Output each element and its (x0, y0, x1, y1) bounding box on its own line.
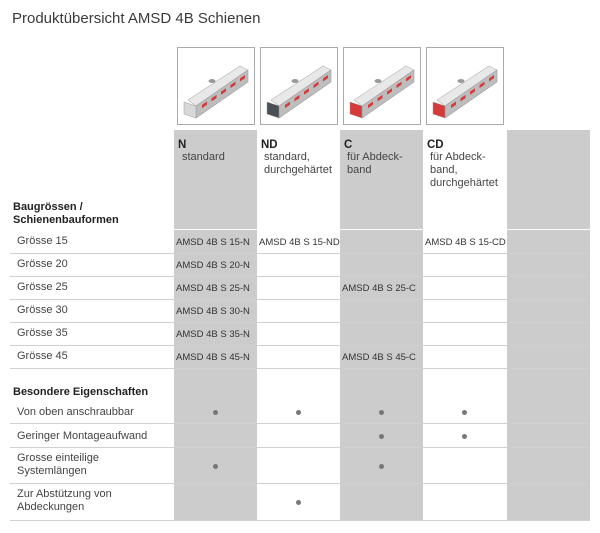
rail-image-cd (426, 47, 504, 125)
row-separator (10, 483, 590, 484)
rail-hole (458, 79, 465, 83)
rail-image-n (177, 47, 255, 125)
column-code-cd: CD (427, 139, 444, 151)
size-row-label: Grösse 20 (17, 258, 68, 270)
rail-hole (209, 79, 216, 83)
column-code-nd: ND (261, 139, 278, 151)
row-separator (10, 423, 590, 424)
rail-image-c (343, 47, 421, 125)
column-code-c: C (344, 139, 353, 151)
feature-dot (379, 464, 384, 469)
section-sizes-heading: Baugrössen / Schienenbauformen (13, 201, 119, 226)
row-separator (10, 299, 590, 300)
size-row-label: Grösse 15 (17, 235, 68, 247)
feature-dot (379, 410, 384, 415)
feature-row-label: Zur Abstützung von Abdeckungen (17, 488, 112, 513)
column-shade-c (340, 130, 423, 521)
rail-hole (375, 79, 382, 83)
column-shade-extra (507, 130, 590, 521)
row-separator (10, 520, 590, 521)
size-cell: AMSD 4B S 25-N (176, 283, 250, 294)
size-row-label: Grösse 25 (17, 281, 68, 293)
rail-cd-drawing (427, 48, 503, 124)
feature-dot (296, 410, 301, 415)
rail-n-drawing (178, 48, 254, 124)
row-separator (10, 276, 590, 277)
page-title: Produktübersicht AMSD 4B Schienen (12, 10, 261, 27)
column-desc-nd: standard, durchgehärtet (264, 151, 332, 176)
feature-row-label: Von oben anschraubbar (17, 406, 134, 418)
column-desc-n: standard (182, 151, 225, 163)
feature-dot (462, 410, 467, 415)
size-cell: AMSD 4B S 35-N (176, 329, 250, 340)
size-cell: AMSD 4B S 15-N (176, 237, 250, 248)
size-cell: AMSD 4B S 15-ND (259, 237, 340, 248)
feature-dot (379, 434, 384, 439)
row-separator (10, 253, 590, 254)
row-separator (10, 322, 590, 323)
column-desc-cd: für Abdeck-band, durchgehärtet (430, 151, 498, 189)
size-cell: AMSD 4B S 15-CD (425, 237, 506, 248)
row-separator (10, 368, 590, 369)
size-row-label: Grösse 45 (17, 350, 68, 362)
header-separator (10, 229, 590, 230)
size-cell: AMSD 4B S 45-C (342, 352, 416, 363)
column-desc-c: für Abdeck-band (347, 151, 403, 176)
section-features-heading: Besondere Eigenschaften (13, 386, 149, 398)
size-row-label: Grösse 35 (17, 327, 68, 339)
feature-dot (213, 464, 218, 469)
feature-dot (462, 434, 467, 439)
rail-nd-drawing (261, 48, 337, 124)
feature-dot (296, 500, 301, 505)
size-row-label: Grösse 30 (17, 304, 68, 316)
row-separator (10, 345, 590, 346)
rail-c-drawing (344, 48, 420, 124)
feature-row-label: Grosse einteilige Systemlängen (17, 452, 99, 477)
size-cell: AMSD 4B S 30-N (176, 306, 250, 317)
size-cell: AMSD 4B S 20-N (176, 260, 250, 271)
size-cell: AMSD 4B S 25-C (342, 283, 416, 294)
size-cell: AMSD 4B S 45-N (176, 352, 250, 363)
rail-hole (292, 79, 299, 83)
rail-image-nd (260, 47, 338, 125)
row-separator (10, 447, 590, 448)
feature-dot (213, 410, 218, 415)
feature-row-label: Geringer Montageaufwand (17, 430, 148, 442)
column-shade-n (174, 130, 257, 521)
column-code-n: N (178, 139, 187, 151)
